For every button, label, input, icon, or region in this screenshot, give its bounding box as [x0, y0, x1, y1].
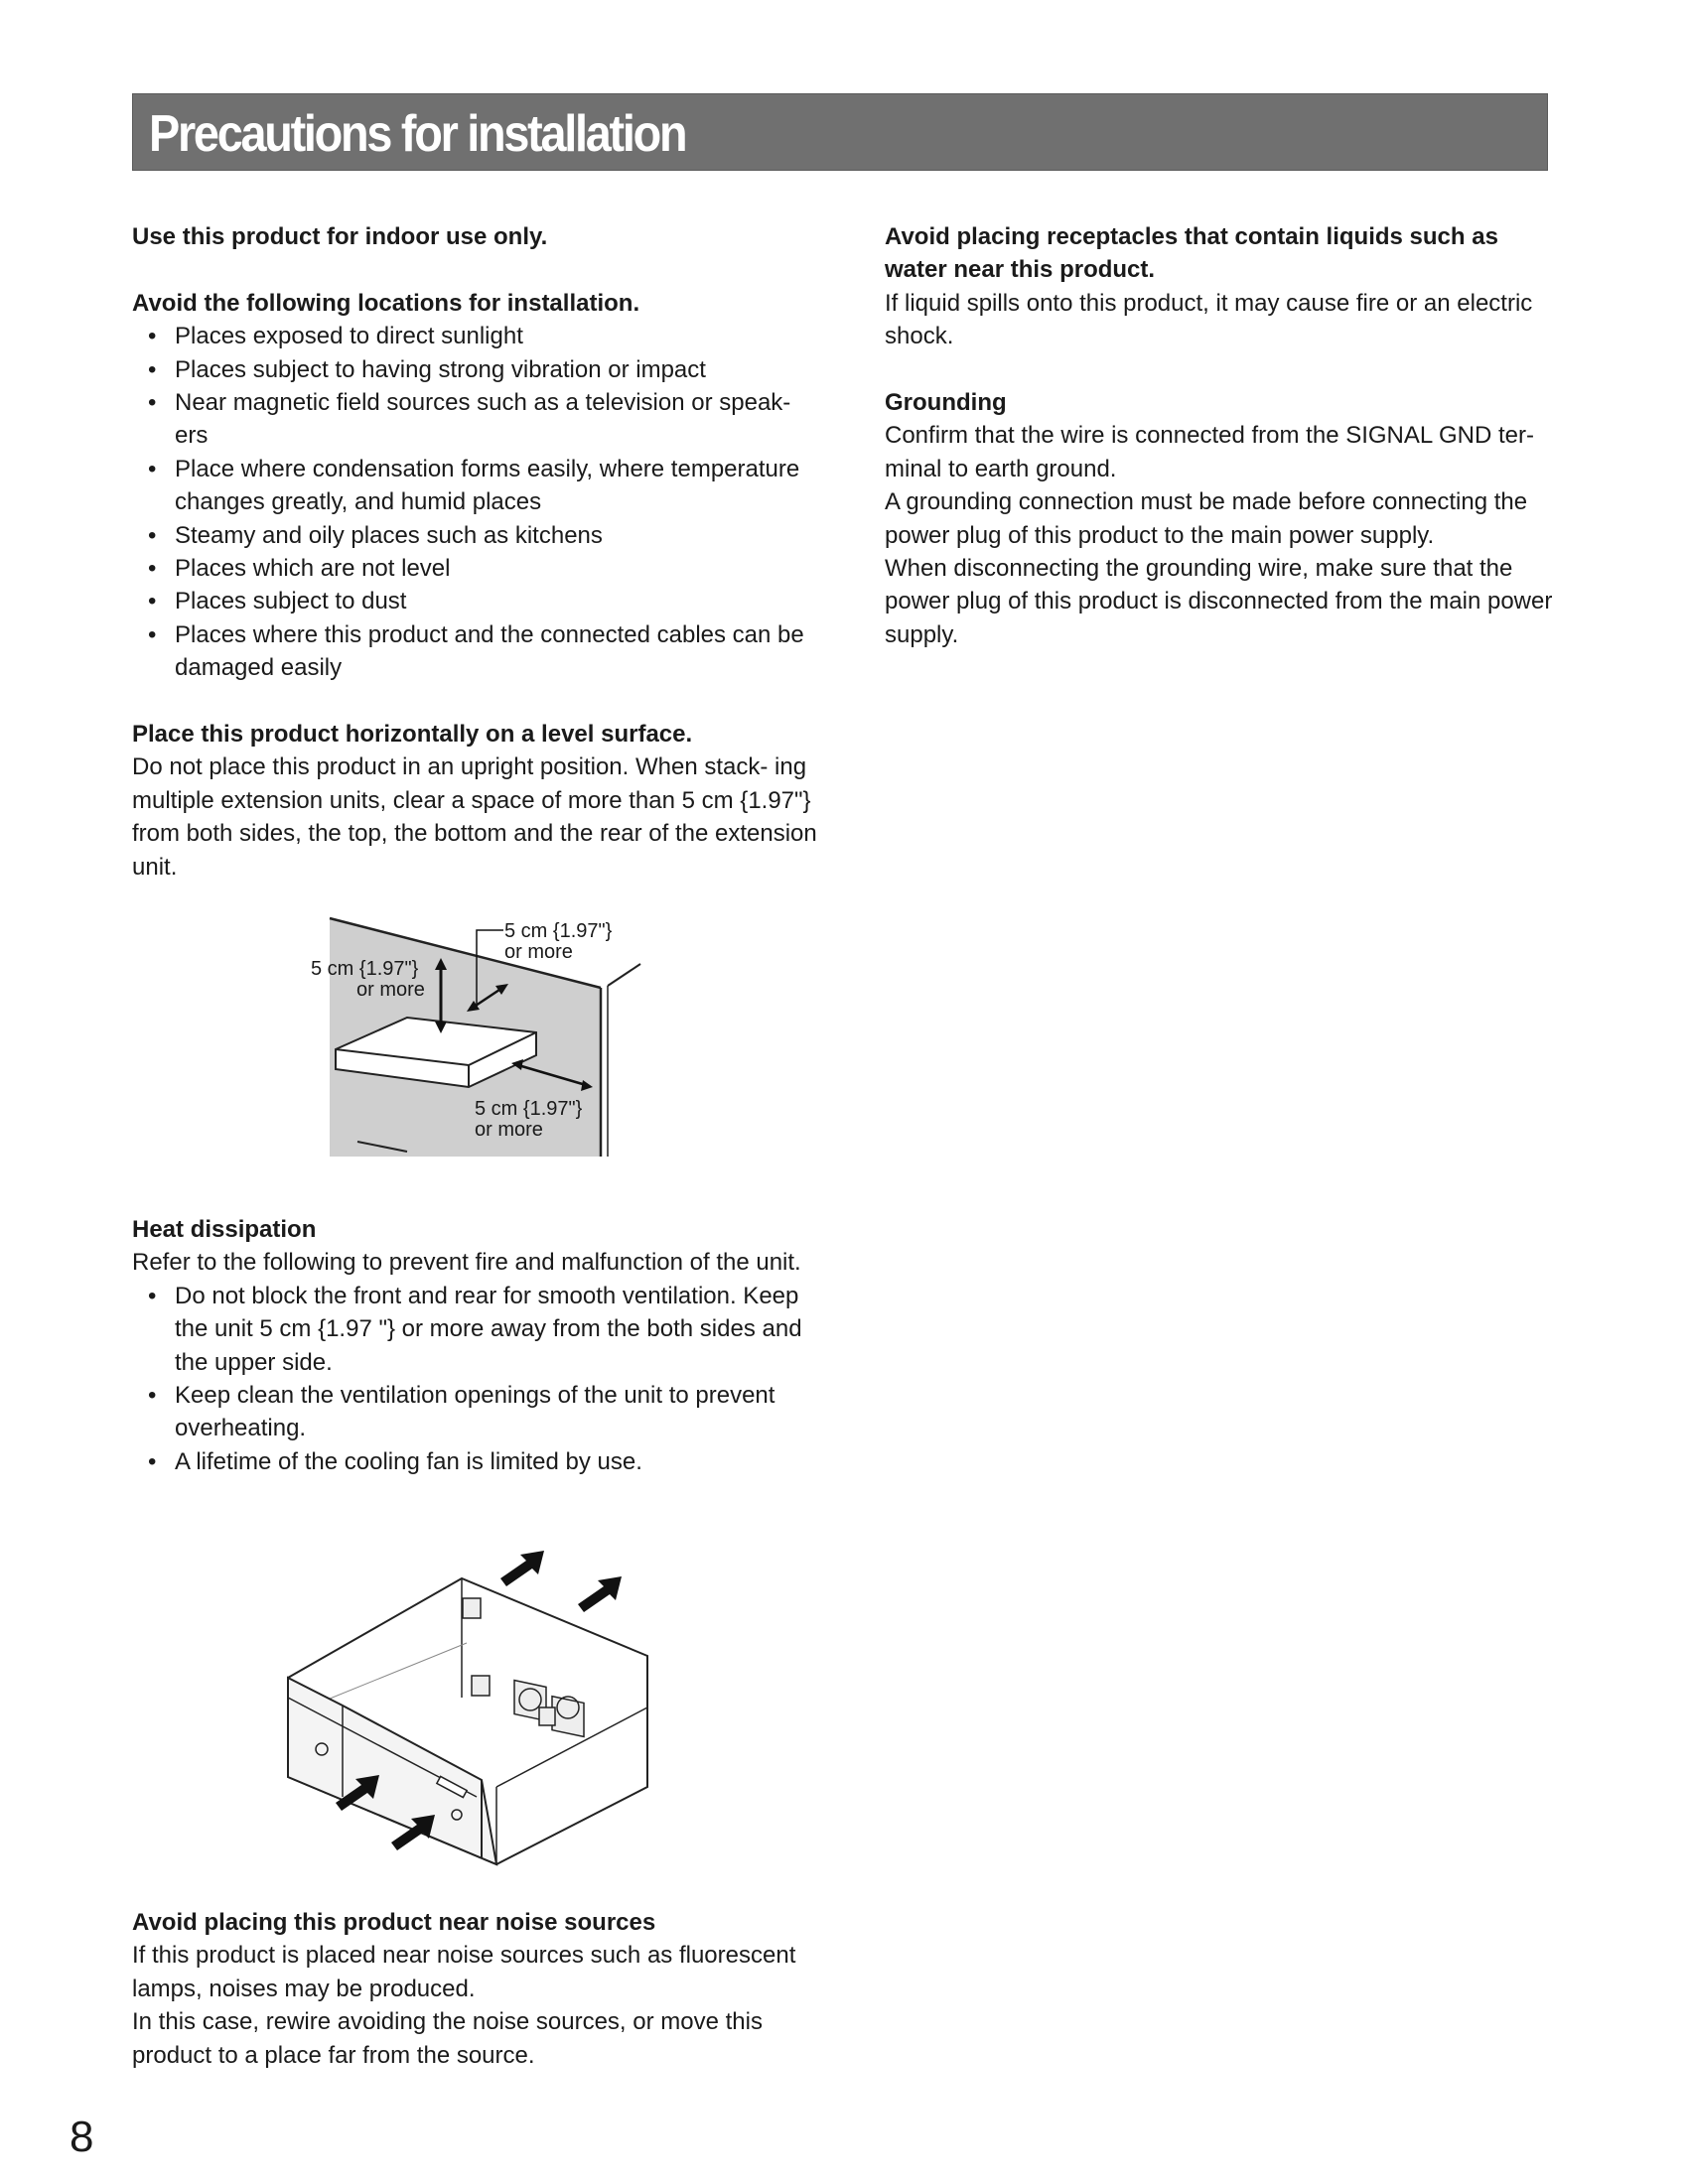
heat-list — [132, 1280, 817, 1478]
liquids-heading: Avoid placing receptacles that contain liquids such as water near this product. — [885, 223, 1498, 284]
section-horizontal — [132, 718, 817, 884]
section-avoid-locations — [132, 287, 817, 685]
right-column — [885, 220, 1560, 685]
grounding-body-2: A grounding connection must be made before connecting the power plug of this product to the main power supply. — [885, 488, 1528, 549]
list-item: • Places where this product and the connected cables can be damaged easily — [132, 618, 817, 685]
grounding-heading: Grounding — [885, 389, 1007, 417]
grounding-body-1: Confirm that the wire is connected from the SIGNAL GND ter- minal to earth ground. — [885, 422, 1535, 482]
list-item: • Places subject to dust — [132, 585, 817, 617]
airflow-arrow-icon — [578, 1576, 622, 1612]
indoor-heading: Use this product for indoor use only. — [132, 223, 548, 250]
section-grounding — [885, 386, 1560, 651]
noise-heading: Avoid placing this product near noise sources — [132, 1909, 656, 1936]
section-indoor — [132, 220, 817, 253]
section-noise — [132, 1906, 817, 2072]
label-top-line2: or more — [504, 941, 573, 963]
horizontal-body: Do not place this product in an upright position. When stack- ing multiple extension units, clear a space of more than 5 cm {1.97"} from both sides, the top, the bottom and the rear of the extension unit. — [132, 753, 817, 881]
list-item: • Near magnetic field sources such as a television or speak- ers — [132, 386, 817, 453]
page-title: Precautions for installation — [149, 105, 686, 163]
list-item: • Places which are not level — [132, 552, 817, 585]
list-item: • Keep clean the ventilation openings of the unit to prevent overheating. — [132, 1379, 817, 1445]
heat-body: Refer to the following to prevent fire and malfunction of the unit. — [132, 1249, 801, 1277]
section-liquids — [885, 220, 1560, 353]
noise-body-1: If this product is placed near noise sources such as fluorescent lamps, noises may be produced. — [132, 1942, 796, 2002]
list-item: • A lifetime of the cooling fan is limited by use. — [132, 1445, 817, 1478]
noise-body-2: In this case, rewire avoiding the noise sources, or move this product to a place far from the source. — [132, 2008, 763, 2069]
liquids-body: If liquid spills onto this product, it may cause fire or an electric shock. — [885, 289, 1533, 350]
list-item: • Place where condensation forms easily, where temperature changes greatly, and humid places — [132, 453, 817, 519]
grounding-body-3: When disconnecting the grounding wire, make sure that the power plug of this product is disconnected from the main power supply. — [885, 555, 1553, 648]
list-item: • Do not block the front and rear for smooth ventilation. Keep the unit 5 cm {1.97 "} or more away from the both sides and the upper side. — [132, 1280, 817, 1379]
list-item: • Steamy and oily places such as kitchens — [132, 519, 817, 552]
heat-heading: Heat dissipation — [132, 1216, 317, 1243]
ventilation-figure — [278, 1549, 675, 1876]
fan-icon — [552, 1697, 584, 1737]
list-item: • Places exposed to direct sunlight — [132, 320, 817, 352]
avoid-locations-heading: Avoid the following locations for installation. — [132, 289, 640, 317]
airflow-arrow-icon — [500, 1551, 544, 1586]
left-column — [132, 220, 817, 916]
clearance-figure — [298, 908, 655, 1166]
section-heat — [132, 1213, 817, 1478]
horizontal-heading: Place this product horizontally on a level surface. — [132, 721, 693, 749]
avoid-locations-list — [132, 320, 817, 684]
label-bottom-line1: 5 cm {1.97"} — [475, 1098, 583, 1120]
label-left-line2: or more — [356, 979, 425, 1001]
page-number: 8 — [70, 2113, 94, 2161]
label-left-line1: 5 cm {1.97"} — [311, 958, 419, 980]
label-top-line1: 5 cm {1.97"} — [504, 920, 613, 942]
label-bottom-line2: or more — [475, 1119, 543, 1141]
title-bar — [132, 93, 1548, 171]
list-item: • Places subject to having strong vibration or impact — [132, 353, 817, 386]
